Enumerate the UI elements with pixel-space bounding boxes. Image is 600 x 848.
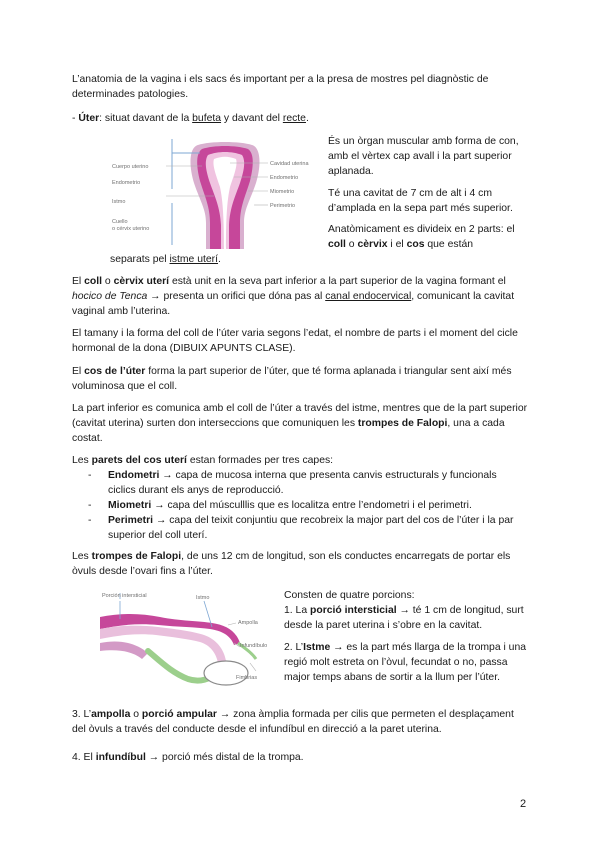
bufeta-link-text: bufeta <box>192 113 222 124</box>
tamany-text: El tamany i la forma del coll de l’úter varia segons l’edat, el nombre de parts i el moment del cicle hormonal de la dona (DIBUIX APUNTS CLASE). <box>72 328 518 354</box>
porcio-intersticial-term: porció intersticial <box>310 605 397 616</box>
layer-dash: - <box>88 515 92 526</box>
label-istmo: Istmo <box>112 199 126 205</box>
coll-t1: El <box>72 276 85 287</box>
part-inferior-paragraph <box>72 401 528 446</box>
ampolla-o: o <box>130 709 142 720</box>
uter-text-3: . <box>305 113 309 124</box>
tube-side-item2 <box>284 640 528 685</box>
cos-t1: El <box>72 366 85 377</box>
label-infundibulo: Infundíbulo <box>240 643 268 649</box>
uter-side-p3-o: o <box>345 239 358 250</box>
coll-paragraph <box>72 274 528 319</box>
uter-side-p3-c: separats pel <box>110 254 170 265</box>
item1-a: 1. La <box>284 605 310 616</box>
porcio-ampular-term: porció ampular <box>141 709 217 720</box>
uter-side-p3-i: i el <box>387 239 407 250</box>
layer-item-miometri <box>88 498 524 513</box>
tube-side-item1 <box>284 603 528 633</box>
canal-endocervical-text: canal endocervical <box>325 291 412 302</box>
label-cuello: Cuello <box>112 219 128 225</box>
uter-term: Úter <box>78 113 100 124</box>
cos-uter-term: cos de l’úter <box>84 366 146 377</box>
layer-item-perimetri <box>88 513 524 543</box>
infundibul-paragraph <box>72 750 528 765</box>
layer-dash: - <box>88 500 92 511</box>
hocico-de-tenca-text: hocico de Tenca <box>72 291 148 302</box>
uter-side-p3-cont <box>110 252 370 267</box>
parets-term: parets del cos uterí <box>91 455 187 466</box>
label-fimbrias: Fimbrias <box>236 675 258 681</box>
layer-term: Endometri <box>108 470 160 481</box>
uter-dash: - <box>72 113 79 124</box>
item1-b: → té 1 cm de longitud, surt desde la paret uterina i s’obre en la cavitat. <box>284 605 524 631</box>
uterus-illustration <box>110 133 325 249</box>
uterus-figure <box>110 133 325 249</box>
uter-text-1: : situat davant de la <box>99 113 193 124</box>
uter-side-p3-a: Anatòmicament es divideix en 2 parts: el <box>328 224 515 235</box>
label-miometrio: Miometrio <box>270 189 295 195</box>
intro-paragraph <box>72 72 528 102</box>
item2-a: 2. L’ <box>284 642 304 653</box>
layer-text: → capa del teixit conjuntiu que recobreix la major part del cos de l’úter i la par superior del coll uterí. <box>108 515 514 541</box>
istme-term: Istme <box>303 642 331 653</box>
uter-side-p2-text: Té una cavitat de 7 cm de alt i 4 cm d’amplada en la sepa part més superior. <box>328 188 513 214</box>
layer-term: Miometri <box>108 500 152 511</box>
trompes-t1: Les <box>72 551 92 562</box>
trompes-term: trompes de Falopi <box>91 551 182 562</box>
coll-t5: , comunicant la cavitat vaginal amb l’uterina. <box>72 291 515 317</box>
label-istmo-tube: Istmo <box>196 595 210 601</box>
layer-term: Perimetri <box>108 515 154 526</box>
ovary-shape <box>204 661 248 685</box>
cos-t2: forma la part superior de l’úter, que té forma aplanada i triangular sent així més voluminosa que el coll. <box>72 366 512 392</box>
uter-side-p1 <box>328 134 528 179</box>
ampolla-paragraph <box>72 707 528 737</box>
layer-dash: - <box>88 470 92 481</box>
tamany-paragraph <box>72 326 528 356</box>
cos-paragraph <box>72 364 528 394</box>
ampolla-b: → zona àmplia formada per cilis que permeten el desplaçament del òvuls a través del conducte desde el infundíbul en direcció a la paret uterina. <box>72 709 514 735</box>
parets-paragraph <box>72 453 528 468</box>
ampolla-a: 3. L’ <box>72 709 92 720</box>
label-endometrio-left: Endometrio <box>112 180 141 186</box>
coll-term: coll <box>84 276 103 287</box>
parets-t2: estan formades per tres capes: <box>186 455 334 466</box>
ampolla-term: ampolla <box>91 709 131 720</box>
uterine-wall-shape <box>100 641 148 659</box>
parets-t1: Les <box>72 455 92 466</box>
item2-b: → es la part més llarga de la trompa i una regió molt estreta on l’òvul, fecundat o no, passa major temps abans de sortir a la llum per l’úter. <box>284 642 527 683</box>
trompes-paragraph <box>72 549 528 579</box>
infundibul-a: 4. El <box>72 752 96 763</box>
istme-uteri-text: istme uterí <box>169 254 219 265</box>
infundibul-term: infundíbul <box>95 752 146 763</box>
term-cos: cos <box>406 239 425 250</box>
tube-side-intro-text: Consten de quatre porcions: <box>284 590 415 601</box>
part-inferior-t1: La part inferior es comunica amb el coll de l’úter a través del istme, mentres que de la part superior (cavitat uterina) surten don interseccions que comuniquen les <box>72 403 528 429</box>
layer-item-endometri <box>88 468 524 498</box>
uter-side-p2 <box>328 186 528 216</box>
term-coll: coll <box>328 239 346 250</box>
uter-text-2: y davant del <box>221 113 283 124</box>
label-cervix-uterino: o cérvix uterino <box>112 226 150 232</box>
uter-side-p3 <box>328 222 528 252</box>
uter-heading-paragraph <box>72 111 528 126</box>
label-cavidad-uterina: Cavidad uterina <box>270 161 309 167</box>
label-ampolla: Ampolla <box>238 620 258 626</box>
label-perimetrio: Perimetrio <box>270 203 296 209</box>
trompes-falopi-term: trompes de Falopi <box>357 418 448 429</box>
uter-side-p1-text: És un òrgan muscular amb forma de con, amb el vèrtex cap avall i la part superior aplanada. <box>328 136 519 177</box>
label-porcion-intersticial: Porción intersticial <box>102 593 147 599</box>
fallopian-tube-illustration <box>100 587 280 695</box>
term-cervix: cèrvix <box>357 239 388 250</box>
trompes-t2: , de uns 12 cm de longitud, son els conductes encarregats de portar els òvuls desde l’ovari fins a l’úter. <box>72 551 511 577</box>
uter-side-p3-b: que están <box>424 239 474 250</box>
coll-t4: → presenta un orifici que dóna pas al <box>147 291 326 302</box>
recte-link-text: recte <box>282 113 306 124</box>
layer-text: → capa del músculllis que es localitza entre l’endometri i el perimetri. <box>151 500 472 511</box>
cervix-uteri-term: cèrvix uterí <box>113 276 170 287</box>
coll-t3: està unit en la seva part inferior a la part superior de la vagina formant el <box>169 276 506 287</box>
tube-side-intro <box>284 588 528 603</box>
coll-t2: o <box>102 276 114 287</box>
uter-side-p3-d: . <box>218 254 221 265</box>
page-number: 2 <box>520 798 527 810</box>
fallopian-tube-figure <box>100 587 280 695</box>
part-inferior-t2: , una a cada costat. <box>72 418 505 444</box>
label-endometrio-right: Endometrio <box>270 175 299 181</box>
intro-text: L’anatomia de la vagina i els sacs és important per a la presa de mostres pel diagnòstic de determinades patologies. <box>72 74 489 100</box>
layer-text: → capa de mucosa interna que presenta canvis estructurals y funcionals ciclics durant els anys de reproducció. <box>108 470 497 496</box>
infundibul-b: → porció més distal de la trompa. <box>145 752 304 763</box>
label-cuerpo-uterino: Cuerpo uterino <box>112 164 149 170</box>
